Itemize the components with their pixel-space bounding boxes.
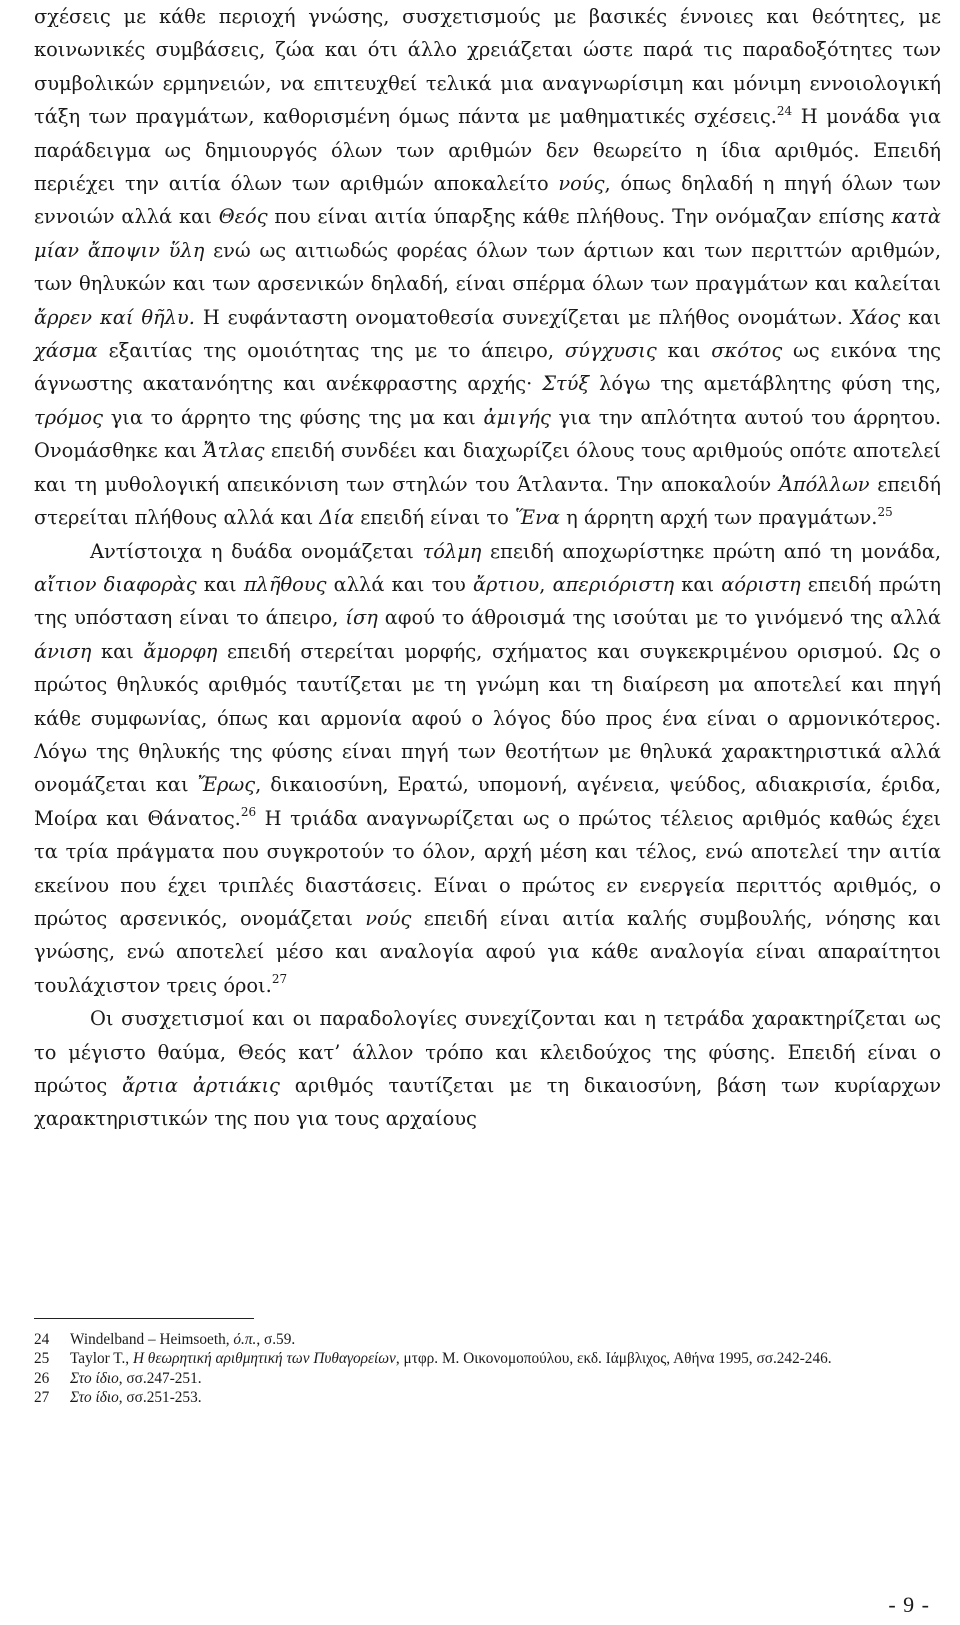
italic-term: ἀμιγής <box>483 405 551 429</box>
text-run: αφού το άθροισμά της ισούται με το γινόμενό της αλλά <box>377 606 941 630</box>
text-run: Η μονάδα για παράδειγμα ως δημιουργός όλων των αριθμών δεν θεωρείτο η ίδια αριθμός. Επειδή περιέχει την αιτία όλων των αριθμών αποκαλείτο <box>34 105 941 196</box>
text-run: ως εικόνα της άγνωστης ακατανόητης και ανέκφραστης αρχής· <box>34 339 941 396</box>
italic-term: ίση <box>345 606 378 630</box>
text-run: και <box>674 572 722 596</box>
italic-term: Στύξ <box>542 372 590 396</box>
footnote-number: 26 <box>34 1369 50 1387</box>
italic-term: Ἔρως <box>197 773 256 797</box>
text-run: επειδή αποχωρίστηκε πρώτη από τη μονάδα, <box>481 539 941 563</box>
text-run: επειδή στερείται πλήθους αλλά και <box>34 472 941 530</box>
italic-term: ἄμορφη <box>143 639 218 663</box>
footnote-ref-25: 25 <box>877 504 893 519</box>
text-run: η άρρητη αρχή των πραγμάτων. <box>559 506 878 530</box>
text-run: , σ.59. <box>256 1331 296 1348</box>
text-run: Windelband – Heimsoeth, <box>70 1331 234 1348</box>
footnote-25 <box>34 1349 944 1368</box>
text-run: αλλά και του <box>326 572 473 596</box>
italic-term: Ἄτλας <box>203 439 265 463</box>
footnote-number: 24 <box>34 1331 50 1348</box>
italic-term: αόριστη <box>721 572 801 596</box>
italic-term: Στο ίδιο <box>70 1369 119 1387</box>
text-run: , σσ.247-251. <box>118 1369 202 1387</box>
footnotes <box>34 1330 944 1407</box>
text-run: επειδή πρώτη της υπόσταση είναι το άπειρο, <box>34 572 941 630</box>
text-run: Αντίστοιχα η δυάδα ονομάζεται <box>90 539 423 563</box>
text-run: , σσ.251-253. <box>118 1388 202 1406</box>
footnote-26 <box>34 1369 944 1388</box>
text-run: Taylor T., <box>70 1350 133 1368</box>
text-run: και <box>656 339 712 363</box>
italic-term: ἄρτιου <box>472 572 540 596</box>
italic-term: σκότος <box>711 339 783 363</box>
page-number: - 9 - <box>888 1592 930 1617</box>
footnote-ref-24: 24 <box>776 103 793 118</box>
text-run: , μτφρ. Μ. Οικονομοπούλου, εκδ. Ιάμβλιχος, Αθήνα 1995, σσ.242-246. <box>395 1350 832 1368</box>
text-run: εξαιτίας της ομοιότητας της με το άπειρο, <box>97 339 565 363</box>
italic-term: κατὰ μίαν ἄποψιν ὕλη <box>34 205 942 262</box>
footnote-27 <box>34 1388 944 1407</box>
italic-term: νούς <box>558 172 605 196</box>
footnote-text <box>70 1388 944 1407</box>
italic-term: Ἕνα <box>515 506 560 530</box>
text-run: λόγω της αμετάβλητης φύση της, <box>589 372 941 396</box>
italic-term: ό.π. <box>233 1331 257 1348</box>
italic-term: άνιση <box>34 639 92 663</box>
text-run: επειδή συνδέει και διαχωρίζει όλους τους αριθμούς οπότε αποτελεί και τη μυθολογική απεικόνιση των στηλών του Άτλαντα. Την αποκαλούν <box>34 439 941 496</box>
text-run: αριθμός ταυτίζεται με τη δικαιοσύνη, βάση των κυρίαρχων χαρακτηριστικών της που για τους αρχαίους <box>34 1074 941 1131</box>
footnote-text <box>70 1330 944 1349</box>
italic-term: τρόμος <box>34 405 103 429</box>
footnote-number: 27 <box>34 1388 50 1406</box>
italic-term: χάσμα <box>34 339 98 363</box>
italic-term: τόλμη <box>422 539 482 563</box>
text-run: Οι συσχετισμοί και οι παραδολογίες συνεχίζονται και η τετράδα χαρακτηρίζεται ως το μέγιστο θαύμα, Θεός κατ’ άλλον τρόπο και κλειδούχος της φύσης. Επειδή είναι ο πρώτος <box>34 1007 941 1097</box>
italic-term: ἄρρεν καί θῆλυ. <box>34 305 195 329</box>
text-run: , όπως δηλαδή η πηγή όλων των εννοιών αλλά και <box>34 172 941 229</box>
italic-term: ἄρτια ἀρτιάκις <box>122 1074 280 1097</box>
paragraph-1 <box>34 0 941 535</box>
text-run: επειδή στερείται μορφής, σχήματος και συγκεκριμένου ορισμού. Ως ο πρώτος θηλυκός αριθμός ταυτίζεται με τη γνώμη και τη διαίρεση μα αποτελεί και πηγή κάθε συμφωνίας, όπως και αρμονία αφού ο λόγος δύο προς ένα είναι ο αρμονικότερος. Λόγω της θηλυκής της φύσης είναι πηγή των θεοτήτων με θηλυκά χαρακτηριστικά αλλά ονομάζεται και <box>34 639 941 797</box>
italic-term: Η θεωρητική αριθμητική των Πυθαγορείων <box>132 1350 396 1368</box>
text-run: επειδή είναι αιτία καλής συμβουλής, νόησης και γνώσης, ενώ αποτελεί μέσο και αναλογία αφού για κάθε αναλογία είναι απαραίτητοι τουλάχιστον τρεις όροι. <box>34 906 941 997</box>
text-run: και <box>196 572 244 596</box>
text-run: σχέσεις με κάθε περιοχή γνώσης, συσχετισμούς με βασικές έννοιες και θεότητες, με κοινωνικές συμβάσεις, ζώα και ότι άλλο χρειάζεται ώστε παρά τις παραδοξότητες των συμβολικών ερμηνειών, να επιτευχθεί τελικά μια αναγνωρίσιμη και μόνιμη εννοιολογική τάξη των πραγμάτων, καθορισμένη όμως πάντα με μαθηματικές σχέσεις. <box>34 5 941 129</box>
paragraph-3 <box>34 1002 941 1136</box>
italic-term: Θεός <box>218 205 268 229</box>
text-run: για το άρρητο της φύσης της μα και <box>102 405 484 429</box>
italic-term: Δία <box>319 506 355 530</box>
text-run: για την απλότητα αυτού του άρρητου. Ονομάσθηκε και <box>34 405 941 463</box>
text-run: και <box>900 305 941 329</box>
italic-term: σύγχυσις <box>564 339 657 363</box>
italic-term: Στο ίδιο <box>70 1388 119 1406</box>
footnote-separator <box>34 1318 254 1319</box>
text-run: που είναι αιτία ύπαρξης κάθε πλήθους. Την ονόμαζαν επίσης <box>267 205 892 229</box>
body-text <box>34 0 941 1136</box>
footnote-text <box>70 1369 944 1388</box>
footnote-ref-27: 27 <box>271 972 288 987</box>
italic-term: Ἀπόλλων <box>778 472 870 496</box>
paragraph-2 <box>34 535 941 1003</box>
text-run: ενώ ως αιτιωδώς φορέας όλων των άρτιων και των περιττών αριθμών, των θηλυκών και των αρσενικών δηλαδή, είναι σπέρμα όλων των πραγμάτων και καλείται <box>34 238 941 296</box>
italic-term: απεριόριστη <box>552 572 675 596</box>
text-run: Η τριάδα αναγνωρίζεται ως ο πρώτος τέλειος αριθμός καθώς έχει τα τρία πράγματα που συγκροτούν το όλον, αρχή μέση και τέλος, ενώ αποτελεί την αιτία εκείνου που έχει τριπλές διαστάσεις. Είναι ο πρώτος εν ενεργεία περιττός αριθμός, ο πρώτος αρσενικός, ονομάζεται <box>34 806 941 930</box>
footnote-24 <box>34 1330 944 1349</box>
footnote-ref-26: 26 <box>240 805 257 820</box>
footnote-text <box>70 1349 944 1368</box>
text-run: επειδή είναι το <box>354 506 515 530</box>
text-run: και <box>91 639 144 663</box>
italic-term: νούς <box>365 906 412 930</box>
italic-term: πλῆθους <box>243 572 327 596</box>
footnote-number: 25 <box>34 1350 50 1368</box>
text-run: , <box>539 572 553 596</box>
text-run: , δικαιοσύνη, Ερατώ, υπομονή, αγένεια, ψεύδος, αδιακρισία, έριδα, Μοίρα και Θάνατος. <box>34 773 941 830</box>
italic-term: Χάος <box>850 305 901 329</box>
italic-term: αἴτιον διαφορὰς <box>34 572 197 596</box>
text-run: Η ευφάνταστη ονοματοθεσία συνεχίζεται με πλήθος ονομάτων. <box>194 305 851 329</box>
